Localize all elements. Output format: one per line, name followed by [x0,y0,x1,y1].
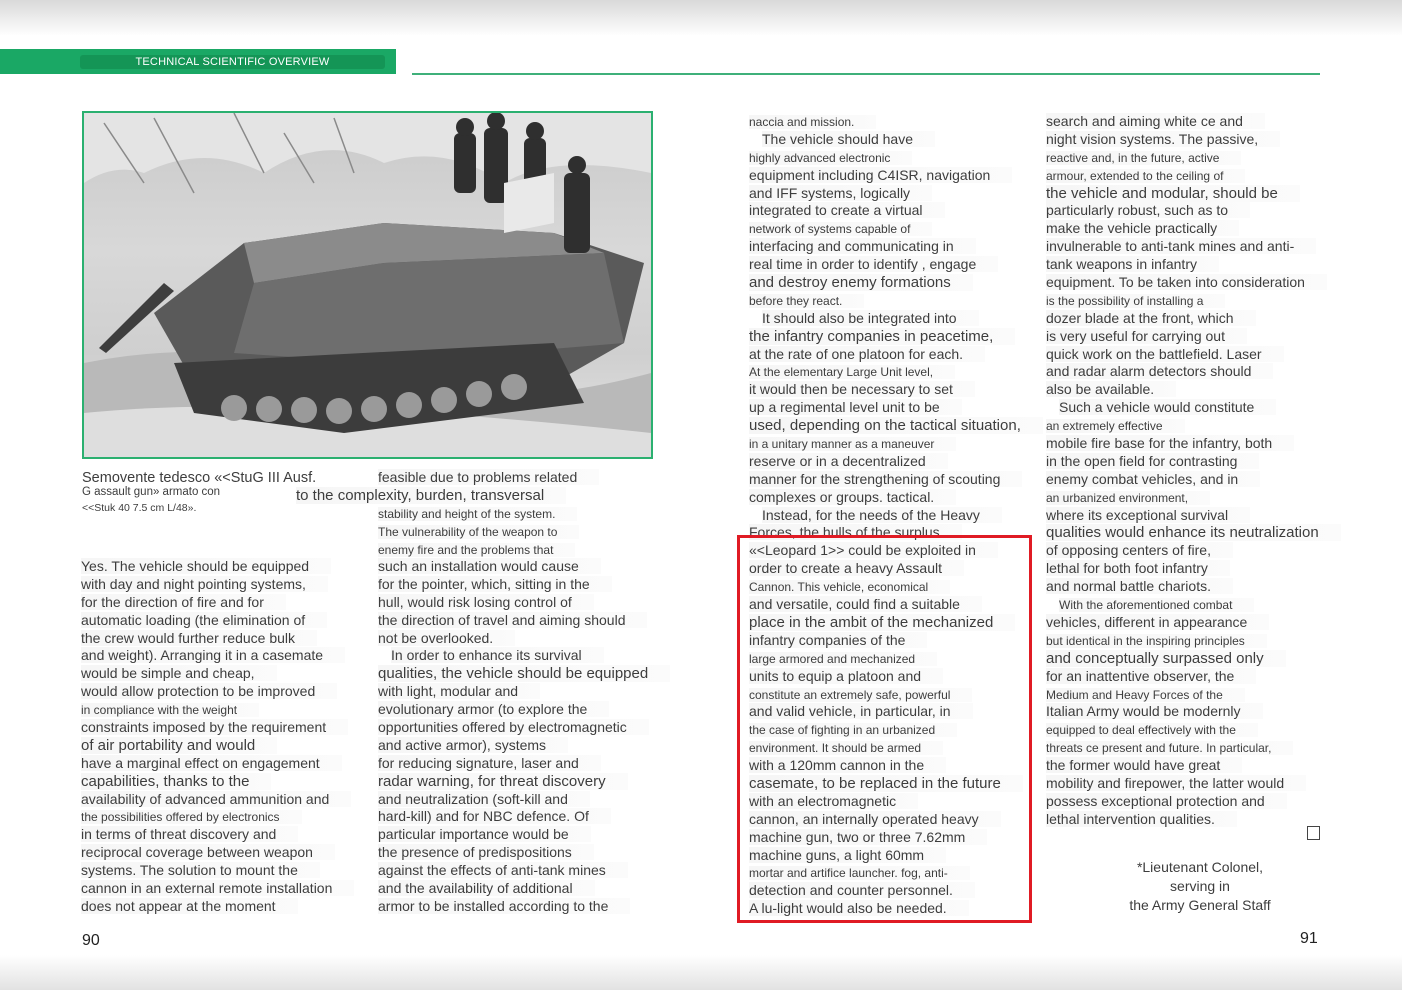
text-line [1046,757,1341,775]
text-line-content: and IFF systems, logically [749,185,932,201]
text-line-content: and normal battle chariots. [1046,578,1233,594]
text-line [378,701,670,719]
text-line-content: lethal intervention qualities. [1046,811,1237,827]
text-line-content: cannon in an external remote installation [81,880,354,896]
text-line [1046,578,1341,596]
text-line-content: and active armor), systems [378,737,568,753]
text-line-content: enemy combat vehicles, and in [1046,471,1260,487]
caption-line: <<Stuk 40 7.5 cm L/48». [82,502,197,514]
text-line [378,576,670,594]
text-line-content: an extremely effective [1046,419,1185,433]
text-line-content: in the open field for contrasting [1046,453,1259,469]
text-line-content: At the elementary Large Unit level, [749,365,955,379]
text-line-content: mobile fire base for the infantry, both [1046,435,1294,451]
text-line [1046,274,1341,292]
text-line [1046,793,1341,811]
text-line-content: machine guns, a light 60mm [749,847,946,863]
text-line-content: for reducing signature, laser and [378,755,601,771]
text-line [378,719,670,737]
text-line-content: and radar alarm detectors should [1046,363,1273,379]
text-line-content: such an installation would cause [378,558,601,574]
text-line [81,665,354,683]
text-line [749,489,1043,507]
text-line-content: mortar and artifice launcher. fog, anti- [749,866,970,880]
signature-line: the Army General Staff [1129,897,1271,913]
text-line-content: reserve or in a decentralized [749,453,948,469]
text-line [81,898,354,916]
text-line [81,826,354,844]
text-line-content: particular importance would be [378,826,591,842]
text-line [1046,596,1341,614]
text-line [378,647,670,665]
text-line-content: equipped to deal effectively with the [1046,723,1258,737]
text-line-content: for the pointer, which, sitting in the [378,576,612,592]
text-line-content: up a regimental level unit to be [749,399,962,415]
text-line [378,683,670,701]
author-signature [1090,858,1310,915]
text-line [1046,149,1341,167]
text-line [1046,703,1341,721]
text-line-content: dozer blade at the front, which [1046,310,1256,326]
text-line-content: does not appear at the moment [81,898,298,914]
text-line [1046,417,1341,435]
text-line [378,630,670,648]
text-line [378,469,599,487]
text-line [749,167,1043,185]
text-line [378,808,670,826]
text-line-content: particularly robust, such as to [1046,202,1250,218]
text-line-content: for an inattentive observer, the [1046,668,1256,684]
text-line-content: the crew would further reduce bulk [81,630,317,646]
text-line [749,131,1043,149]
text-line-content: search and aiming white ce and [1046,113,1265,129]
text-line-content: the direction of travel and aiming should [378,612,647,628]
text-line-content: qualities would enhance its neutralization [1046,524,1341,541]
text-line [378,880,670,898]
text-line-content: cannon, an internally operated heavy [749,811,1001,827]
text-line-content: and valid vehicle, in particular, in [749,703,973,719]
text-line-content: not be overlooked. [378,630,515,646]
text-line-content: automatic loading (the elimination of [81,612,327,628]
text-line-content: used, depending on the tactical situation, [749,417,1043,434]
text-line [749,310,1043,328]
column-4 [1046,113,1341,829]
text-line-content: invulnerable to anti-tank mines and anti- [1046,238,1316,254]
text-line [81,755,354,773]
text-line-content: vehicles, different in appearance [1046,614,1269,630]
text-line [749,328,1043,346]
text-line-content: an urbanized environment, [1046,491,1210,505]
text-line-content: with light, modular and [378,683,540,699]
text-line [1046,668,1341,686]
text-line [378,755,670,773]
text-line-content: Forces, the hulls of the surplus [749,524,962,540]
text-line [378,665,670,683]
text-line-content: at the rate of one platoon for each. [749,346,985,362]
text-line-content: of opposing centers of fire, [1046,542,1233,558]
text-line [1046,811,1341,829]
text-line [1046,632,1341,650]
text-line-content: radar warning, for threat discovery [378,773,628,790]
text-line [81,558,354,576]
text-line-content: manner for the strengthening of scouting [749,471,1022,487]
text-line-content: «<Leopard 1>> could be exploited in [749,542,998,558]
text-line-content: Instead, for the needs of the Heavy [762,507,1002,523]
text-line-content: and neutralization (soft-kill and [378,791,590,807]
text-line [1046,739,1341,757]
text-line [81,630,354,648]
text-line-content: for the direction of fire and for [81,594,286,610]
text-line-content: would allow protection to be improved [81,683,337,699]
text-line [1046,471,1341,489]
column-2 [378,558,670,916]
text-line [1046,167,1341,185]
photo-caption [82,470,316,518]
text-line-content: evolutionary armor (to explore the [378,701,609,717]
text-line-content: equipment. To be taken into consideration [1046,274,1327,290]
text-line-content: It should also be integrated into [762,310,979,326]
text-line-content: Yes. The vehicle should be equipped [81,558,331,574]
text-line-content: and destroy enemy formations [749,274,973,291]
text-line-content: but identical in the inspiring principles [1046,634,1267,648]
text-line [1046,220,1341,238]
text-line [749,113,1043,131]
text-line-content: the case of fighting in an urbanized [749,723,957,737]
text-line-content: quick work on the battlefield. Laser [1046,346,1284,362]
text-line [749,435,1043,453]
text-line-content: threats ce present and future. In particular, [1046,741,1293,755]
text-line [81,737,354,755]
text-line-content: interfacing and communicating in [749,238,976,254]
text-line-content: enemy fire and the problems that [378,543,575,557]
text-line [81,880,354,898]
text-line-content: in a unitary manner as a maneuver [749,437,956,451]
text-line-content: equipment including C4ISR, navigation [749,167,1012,183]
text-line-content: with day and night pointing systems, [81,576,328,592]
section-header: TECHNICAL SCIENTIFIC OVERVIEW [80,55,385,69]
text-line [1046,399,1341,417]
text-line-content: order to create a heavy Assault [749,560,964,576]
text-line-content: qualities, the vehicle should be equipped [378,665,670,682]
column-1 [81,558,354,916]
text-line-content: infantry companies of the [749,632,927,648]
text-line-content: capabilities, thanks to the [81,773,271,790]
text-line [378,523,599,541]
text-line-content: in terms of threat discovery and [81,826,298,842]
text-line [1046,489,1341,507]
text-line [81,862,354,880]
text-line-content: The vehicle should have [762,131,935,147]
text-line [1046,507,1341,525]
header-rule [412,73,1320,75]
text-line [749,292,1043,310]
text-line [749,381,1043,399]
text-line [1046,560,1341,578]
end-of-article-box [1307,826,1320,840]
text-line [378,737,670,755]
text-line-content: make the vehicle practically [1046,220,1239,236]
text-line-content: and conceptually surpassed only [1046,650,1286,667]
text-line-content: Italian Army would be modernly [1046,703,1263,719]
text-line [749,185,1043,203]
text-line-content: environment. It should be armed [749,741,943,755]
text-line [1046,346,1341,364]
text-line-content: With the aforementioned combat [1059,598,1254,612]
text-line-content: opportunities offered by electromagnetic [378,719,649,735]
text-line [1046,256,1341,274]
text-line-content: units to equip a platoon and [749,668,943,684]
text-line-content: In order to enhance its survival [391,647,604,663]
text-line-content: hard-kill) and for NBC defence. Of [378,808,611,824]
text-line [749,417,1043,435]
text-line-content: night vision systems. The passive, [1046,131,1280,147]
text-line-content: systems. The solution to mount the [81,862,320,878]
text-line [1046,292,1341,310]
text-line-content: hull, would risk losing control of [378,594,594,610]
text-line [296,487,599,505]
text-line-content: possess exceptional protection and [1046,793,1287,809]
text-line [1046,775,1341,793]
text-line [1046,614,1341,632]
text-line-content: Such a vehicle would constitute [1059,399,1276,415]
text-line-content: real time in order to identify , engage [749,256,998,272]
text-line [1046,650,1341,668]
text-line-content: A lu-light would also be needed. [749,900,969,916]
text-line-content: also be available. [1046,381,1176,397]
text-line-content: reciprocal coverage between weapon [81,844,335,860]
text-line [749,346,1043,364]
signature-line: serving in [1170,878,1230,894]
text-line [1046,310,1341,328]
text-line [81,701,354,719]
text-line [1046,435,1341,453]
text-line-content: and versatile, could find a suitable [749,596,982,612]
text-line [1046,381,1341,399]
text-line-content: lethal for both foot infantry [1046,560,1230,576]
text-line-content: to the complexity, burden, transversal [296,487,566,504]
text-line-content: detection and counter personnel. [749,882,975,898]
text-line [1046,328,1341,346]
text-line-content: is the possibility of installing a [1046,294,1225,308]
text-line-content: against the effects of anti-tank mines [378,862,628,878]
text-line [1046,131,1341,149]
text-line-content: Cannon. This vehicle, economical [749,580,950,594]
text-line-content: the former would have great [1046,757,1242,773]
text-line [378,826,670,844]
text-line-content: stability and height of the system. [378,507,577,521]
text-line [378,898,670,916]
text-line-content: with an electromagnetic [749,793,918,809]
text-line-content: before they react. [749,294,864,308]
text-line [81,791,354,809]
text-line-content: tank weapons in infantry [1046,256,1219,272]
text-line-content: naccia and mission. [749,115,876,129]
text-line-content: casemate, to be replaced in the future [749,775,1023,792]
text-line-content: large armored and mechanized [749,652,937,666]
tank-photo [82,111,653,459]
page-number-left: 90 [82,932,100,949]
signature-line: *Lieutenant Colonel, [1136,859,1264,875]
text-line [749,202,1043,220]
text-line-content: feasible due to problems related [378,469,599,485]
text-line [749,507,1043,525]
text-line-content: highly advanced electronic [749,151,912,165]
text-line [378,612,670,630]
text-line-content: complexes or groups. tactical. [749,489,956,505]
text-line-content: in compliance with the weight [81,703,259,717]
text-line [378,541,599,559]
text-line [378,505,599,523]
text-line [1046,185,1341,203]
text-line-content: of air portability and would [81,737,277,754]
caption-line: G assault gun» armato con [82,486,221,498]
text-line [81,612,354,630]
text-line [749,256,1043,274]
text-line [749,399,1043,417]
text-line [749,149,1043,167]
text-line [1046,113,1341,131]
text-line-content: the vehicle and modular, should be [1046,185,1300,202]
text-line-content: place in the ambit of the mechanized [749,614,1015,631]
text-line-content: armor to be installed according to the [378,898,630,914]
text-line [749,453,1043,471]
text-line [749,471,1043,489]
text-line-content: it would then be necessary to set [749,381,975,397]
text-line-content: reactive and, in the future, active [1046,151,1241,165]
text-line [749,363,1043,381]
text-line-content: the possibilities offered by electronics [81,810,302,824]
text-line-content: the presence of predispositions [378,844,594,860]
text-line [1046,202,1341,220]
text-line [81,719,354,737]
text-line-content: with a 120mm cannon in the [749,757,946,773]
text-line-content: network of systems capable of [749,222,932,236]
text-line-content: mobility and firepower, the latter would [1046,775,1306,791]
text-line [749,220,1043,238]
text-line [81,647,354,665]
text-line-content: constraints imposed by the requirement [81,719,348,735]
text-line-content: Medium and Heavy Forces of the [1046,688,1245,702]
text-line [749,238,1043,256]
text-line-content: and weight). Arranging it in a casemate [81,647,345,663]
text-line [378,791,670,809]
text-line [378,558,670,576]
text-line [81,683,354,701]
assault-gun-illustration [84,113,651,457]
text-line [1046,686,1341,704]
text-line [1046,238,1341,256]
text-line [378,773,670,791]
text-line [378,844,670,862]
text-line [749,274,1043,292]
text-line-content: is very useful for carrying out [1046,328,1247,344]
text-line-content: availability of advanced ammunition and [81,791,351,807]
text-line [1046,542,1341,560]
text-line-content: have a marginal effect on engagement [81,755,342,771]
text-line-content: and the availability of additional [378,880,595,896]
text-line-content: constitute an extremely safe, powerful [749,688,972,702]
text-line [1046,453,1341,471]
text-line [81,594,354,612]
text-line-content: The vulnerability of the weapon to [378,525,579,539]
page-bottom-shadow [0,955,1402,990]
column-2-top [296,469,599,558]
text-line-content: the infantry companies in peacetime, [749,328,1015,345]
text-line [81,773,354,791]
caption-line: Semovente tedesco «<StuG III Ausf. [82,470,317,486]
text-line [378,862,670,880]
text-line [1046,363,1341,381]
highlight-box [737,535,1032,923]
text-line-content: would be simple and cheap, [81,665,277,681]
page-number-right: 91 [1300,930,1318,947]
text-line [378,594,670,612]
page-top-shadow [0,0,1402,36]
text-line [81,576,354,594]
text-line [81,844,354,862]
text-line-content: armour, extended to the ceiling of [1046,169,1245,183]
text-line [1046,721,1341,739]
text-line [1046,524,1341,542]
text-line [81,808,354,826]
text-line-content: where its exceptional survival [1046,507,1250,523]
text-line-content: machine gun, two or three 7.62mm [749,829,987,845]
text-line-content: integrated to create a virtual [749,202,945,218]
